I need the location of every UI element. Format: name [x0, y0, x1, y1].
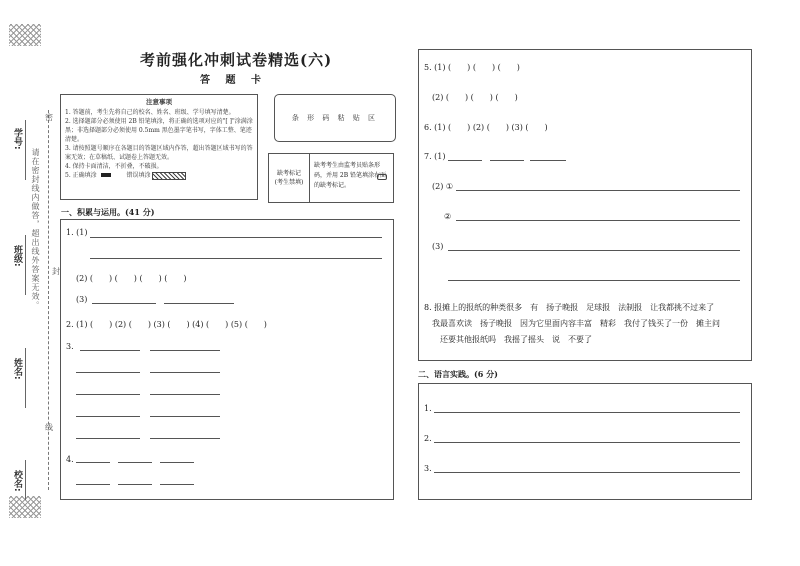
answer-line[interactable]	[448, 160, 482, 161]
correct-fill-label: 5. 正确填涂	[65, 172, 97, 179]
answer-line[interactable]	[434, 442, 740, 443]
seal-char-mi: 密	[45, 113, 53, 122]
answer-line[interactable]	[150, 350, 220, 351]
answer-line[interactable]	[76, 394, 140, 395]
class-line	[25, 235, 26, 295]
answer-line[interactable]	[150, 438, 220, 439]
answer-line[interactable]	[456, 220, 740, 221]
barcode-area	[274, 94, 396, 142]
q1-2-label: (2) ( ) ( ) ( ) ( )	[76, 274, 187, 283]
absent-mark-sub: (考生禁填)	[274, 179, 304, 186]
answer-card-subtitle: 答 题 卡	[200, 75, 267, 86]
section2-title: 二、语言实践。(6 分)	[418, 369, 498, 379]
page-title: 考前强化冲刺试卷精选(六)	[140, 51, 333, 69]
q8-line-3: 还要其他报纸吗 我摇了摇头 说 不要了	[440, 335, 592, 344]
q1-1-label: 1. (1)	[66, 228, 88, 237]
answer-line[interactable]	[76, 484, 110, 485]
fill-example	[65, 171, 253, 180]
seal-dashed-line	[48, 110, 49, 490]
note-item: 3. 请按照题号顺序在各题目的答题区域内作答，超出答题区域书写的答案无效；在草稿纸、试题卷上答题无效。	[65, 145, 253, 161]
student-id-label: 学号:	[12, 128, 22, 150]
q7-2-label: (2) ①	[432, 182, 454, 191]
q1-3-label: (3)	[76, 295, 88, 304]
wrong-fill-label: 错误填涂	[126, 172, 151, 179]
margin-hatch-top	[9, 24, 41, 46]
absent-mark-label: 缺考标记	[276, 170, 301, 177]
answer-line[interactable]	[118, 462, 152, 463]
absent-mark-desc: 缺考考生由监考员贴条形码，并用 2B 铅笔填涂右面的缺考标记。	[314, 162, 387, 189]
seal-char-xian: 线	[45, 423, 53, 432]
school-line	[25, 460, 26, 500]
answer-line[interactable]	[164, 303, 234, 304]
q4-label: 4.	[66, 455, 74, 464]
answer-line[interactable]	[92, 303, 156, 304]
answer-line[interactable]	[76, 462, 110, 463]
barcode-label: 条 形 码 粘 贴 区	[291, 114, 379, 122]
q7-3-label: (3)	[432, 242, 444, 251]
q6-label: 6. (1) ( ) (2) ( ) (3) ( )	[424, 123, 548, 132]
q7-2b-label: ②	[444, 212, 452, 221]
answer-line[interactable]	[448, 250, 740, 251]
q7-1-label: 7. (1)	[424, 152, 446, 161]
answer-line[interactable]	[80, 350, 140, 351]
s2-q1-label: 1.	[424, 404, 432, 413]
q2-label: 2. (1) ( ) (2) ( ) (3) ( ) (4) ( ) (5) ( )	[66, 320, 267, 329]
wrong-fill-mark	[152, 172, 186, 180]
q3-label: 3.	[66, 342, 74, 351]
notes-heading: 注意事项	[146, 98, 172, 106]
absent-fill-box[interactable]	[377, 174, 387, 180]
q5-1-label: 5. (1) ( ) ( ) ( )	[424, 63, 520, 72]
seal-char-feng: 封	[52, 267, 60, 276]
absent-mark-title	[269, 154, 310, 202]
answer-line[interactable]	[150, 372, 220, 373]
answer-line[interactable]	[90, 237, 382, 238]
q8-line-2: 我最喜欢读 扬子晚报 因为它里面内容丰富 精彩 我付了钱买了一份 摊主问	[432, 319, 720, 328]
seal-instruction: 请在密封线内做答，超出线外答案无效。	[31, 148, 40, 310]
answer-line[interactable]	[490, 160, 524, 161]
absent-mark-box	[268, 153, 394, 203]
notes-box	[60, 94, 258, 200]
name-label: 姓名:	[12, 358, 22, 380]
q8-line-1: 8. 报摊上的报纸的种类很多 有 扬子晚报 足球报 法制报 让我都挑不过来了	[424, 303, 715, 312]
school-label: 校名:	[12, 470, 22, 492]
answer-line[interactable]	[76, 372, 140, 373]
answer-line[interactable]	[448, 280, 740, 281]
correct-fill-mark	[101, 173, 111, 177]
answer-line[interactable]	[434, 412, 740, 413]
answer-line[interactable]	[530, 160, 566, 161]
note-item: 4. 保持卡面清洁，不折叠，不破损。	[65, 163, 163, 170]
name-line	[25, 348, 26, 408]
student-id-line	[25, 120, 26, 180]
note-item: 2. 选择题部分必须使用 2B 铅笔填涂，将正确的选项对应的"[ ]"涂满涂黑；非选择题部分必须使用 0.5mm 黑色墨字笔书写，字体工整、笔迹清楚。	[65, 118, 253, 143]
answer-line[interactable]	[90, 258, 382, 259]
absent-mark-desc-wrap	[310, 154, 393, 202]
answer-line[interactable]	[160, 484, 194, 485]
q5-2-label: (2) ( ) ( ) ( )	[432, 93, 518, 102]
answer-line[interactable]	[76, 438, 140, 439]
s2-q2-label: 2.	[424, 434, 432, 443]
answer-line[interactable]	[434, 472, 740, 473]
note-item: 1. 答题前，考生先将自己的校名、姓名、班级、学号填写清楚。	[65, 109, 235, 116]
section1-answer-area	[60, 219, 394, 500]
s2-q3-label: 3.	[424, 464, 432, 473]
answer-line[interactable]	[150, 394, 220, 395]
class-label: 班级:	[12, 245, 22, 267]
answer-line[interactable]	[150, 416, 220, 417]
answer-line[interactable]	[76, 416, 140, 417]
answer-line[interactable]	[160, 462, 194, 463]
section1-title: 一、积累与运用。(41 分)	[61, 207, 155, 217]
answer-line[interactable]	[456, 190, 740, 191]
answer-line[interactable]	[118, 484, 152, 485]
